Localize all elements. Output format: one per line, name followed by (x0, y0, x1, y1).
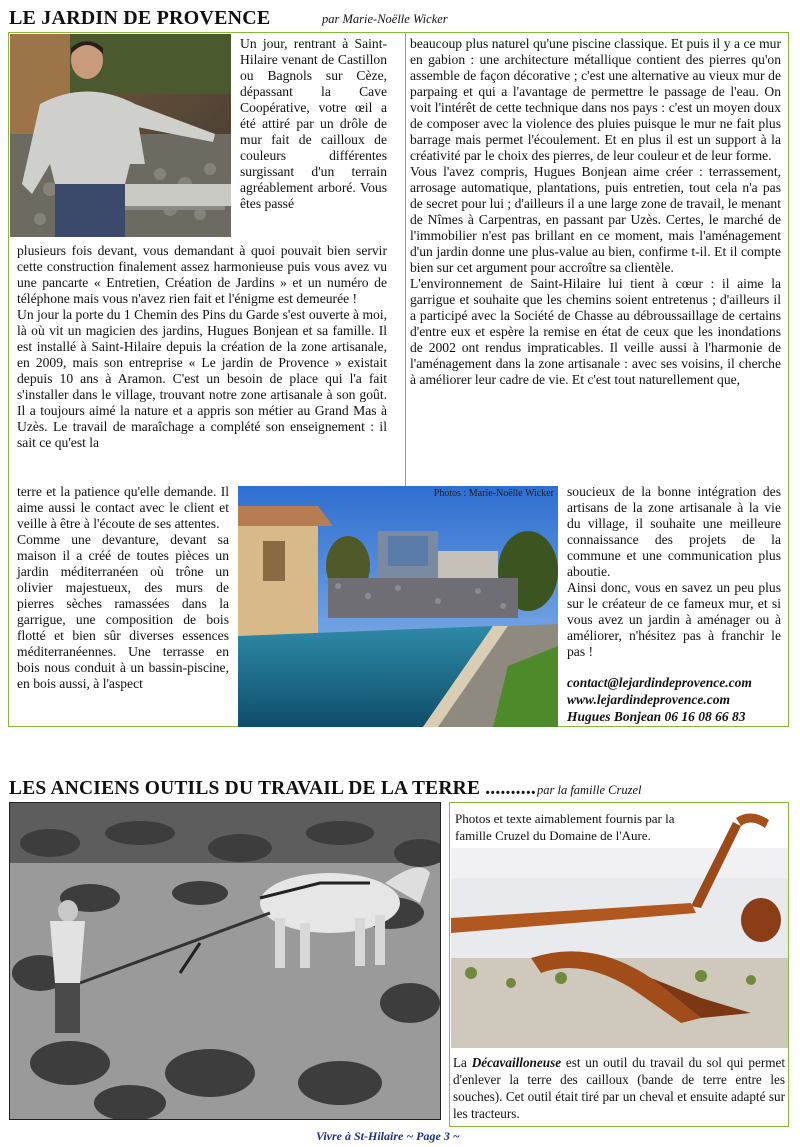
paragraph: terre et la patience qu'elle demande. Il aime aussi le contact avec le client et veille à être à l'écoute de ses attentes. (17, 484, 229, 531)
paragraph: Un jour, rentrant à Saint-Hilaire venant de Castillon ou Bagnols sur Cèze, dépassant la Cave Coopérative, votre œil a été attiré par un drôle de mur fait de cailloux de couleurs différentes surgissant d'un terrain agréablement arboré. Vous êtes passé (240, 36, 387, 211)
caption-term: Décavailloneuse (471, 1055, 562, 1070)
page-footer: Vivre à St-Hilaire ~ Page 3 ~ (316, 1129, 460, 1143)
article-byline: par Marie-Noëlle Wicker (322, 12, 448, 26)
contact-phone: Hugues Bonjean 06 16 08 66 83 (567, 709, 746, 724)
photo-note: Photos et texte aimablement fournis par la famille Cruzel du Domaine de l'Aure. (455, 811, 675, 843)
tool-caption (453, 1054, 785, 1122)
paragraph: soucieux de la bonne intégration des artisans de la zone artisanale à la vie du village, il souhaite une meilleure connaissance des projets de la commune et une communication plus aboutie. (567, 484, 781, 579)
paragraph: Vous l'avez compris, Hugues Bonjean aime créer : terrassement, arrosage automatique, plantations, puis entretien, tout cela n'a pas de secret pour lui ; d'ailleurs il a une large zone de travail, le menant de Nîmes à Carpentras, en passant par Uzès. Certes, le marché de l'immobilier n'est pas brillant en ce moment, mais l'aménagement d'un jardin donne une plus-value au bien, confirme t-il. Et il compte bien sur cet argument pour accroître sa clientèle. (410, 164, 781, 275)
paragraph: Ainsi donc, vous en savez un peu plus sur le créateur de ce fameux mur, et si vous avez un jardin à aménager ou à améliorer, n'hésitez pas à franchir le pas ! (567, 580, 781, 659)
col1-bottom-text (17, 484, 229, 692)
paragraph: Un jour la porte du 1 Chemin des Pins du Garde s'est ouverte à moi, là où vit un magicien des jardins, Hugues Bonjean et sa famille. Il est installé à Saint-Hilaire depuis la création de la zone artisanale, en 2009, mais son entreprise « Le jardin de Provence » existait depuis 10 ans à Aramon. C'est un besoin de place qui l'a fait s'installer dans le village, trouvant notre zone artisanale à son goût. Il a toujours aimé la nature et a appris son métier au Grand Mas à Uzès. Le travail de maraîchage a complété son enseignement : il sait ce qu'est la (17, 307, 387, 450)
tool-photo (451, 808, 788, 1048)
paragraph: plusieurs fois devant, vous demandant à quoi pouvait bien servir cette construction finalement assez harmonieuse puis vous avez vu une pancarte « Entretien, Création de Jardins » et un numéro de téléphone mais vous n'avez rien fait et l'énigme est demeurée ! (17, 243, 387, 306)
pool-photo (238, 486, 558, 727)
horse-plough-photo (9, 802, 441, 1120)
caption-lead: La (453, 1055, 472, 1070)
contact-email-link[interactable]: contact@lejardindeprovence.com (567, 675, 752, 690)
col2-bottom-text (567, 484, 781, 660)
article2-title: LES ANCIENS OUTILS DU TRAVAIL DE LA TERRE .......... (9, 778, 536, 799)
photo-credit: Photos : Marie-Noëlle Wicker (433, 488, 554, 499)
paragraph: L'environnement de Saint-Hilaire lui tient à cœur : il aime la garrigue et souhaite que les chemins soient entretenus ; d'ailleurs il a participé avec la Société de Chasse au débroussaillage de certains d'entre eux et espère la remise en état de ceux que les inondations de 2002 ont rendus impraticables. Il veille aussi à l'harmonie de l'aménagement dans la zone artisanale : avec ses voisins, il cherche à améliorer leur cadre de vie. Et c'est tout naturellement que, (410, 276, 781, 387)
paragraph: beaucoup plus naturel qu'une piscine classique. Et puis il y a ce mur en gabion : une architecture métallique contient des pierres qu'on assemble de façon décorative ; c'est une alternative au vieux mur de parpaing et qui a l'avantage de permettre le passage de l'eau. On voit l'intérêt de cette technique dans nos pays : c'est un moyen doux de composer avec la violence des pluies puisque le mur ne fait plus barrage mais permet l'écoulement. Et en plus il est un support à la créativité par le choix des pierres, de leur couleur et de leur forme. (410, 36, 781, 163)
article-title: LE JARDIN DE PROVENCE (9, 7, 271, 29)
contact-block (567, 674, 752, 725)
portrait-photo (10, 34, 231, 237)
col1-wrap-text (240, 36, 387, 212)
caption-rest: est un outil du travail du sol qui permet d'enlever la terre des cailloux (bande de terre entre les souches). Cet outil était tiré par un cheval et ensuite adapté sur les tracteurs. (453, 1055, 785, 1121)
col1-text (17, 243, 387, 451)
article2-byline: par la famille Cruzel (537, 783, 642, 797)
contact-website-link[interactable]: www.lejardindeprovence.com (567, 692, 730, 707)
paragraph: Comme une devanture, devant sa maison il a créé de toutes pièces un jardin méditerranéen où trône un olivier majestueux, des murs de pierres sèches ramassées dans la garrigue, une composition de bois flotté et bien sûr diverses essences méditerranéennes. Une terrasse en bois nous conduit à un bassin-piscine, en bois aussi, à l'aspect (17, 532, 229, 691)
col2-text (410, 36, 781, 388)
